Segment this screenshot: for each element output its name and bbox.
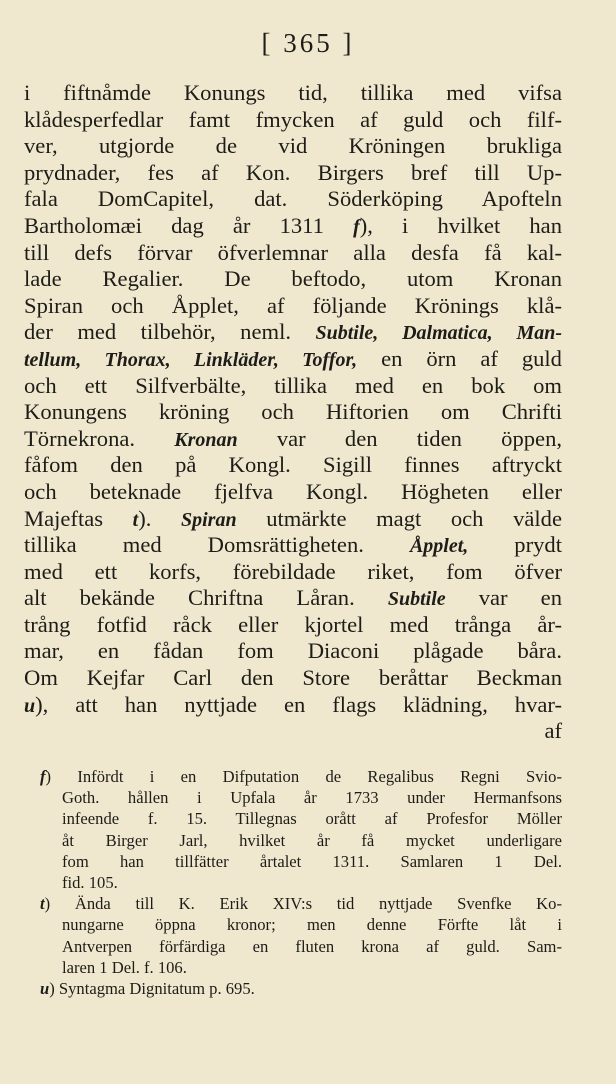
footnotes xyxy=(40,766,562,999)
italic-text: Subtile, Dalmatica, Man- xyxy=(315,322,563,345)
page-number: [ 365 ] xyxy=(261,28,355,58)
text-segment: prydt xyxy=(468,532,563,558)
italic-text: t xyxy=(132,508,139,531)
footnote-line xyxy=(40,766,562,787)
text-segment: mar, en fådan fom Diaconi plågade båra. xyxy=(24,638,562,664)
text-segment: fid. 105. xyxy=(62,872,118,892)
text-line xyxy=(24,426,562,453)
text-segment: till defs förvar öfverlemnar alla desfa få kal- xyxy=(24,239,562,265)
italic-text: u xyxy=(24,694,36,717)
text-segment: Goth. hållen i Upfala år 1733 under Hermanfsons xyxy=(62,788,562,808)
catchword: af xyxy=(544,718,562,744)
text-segment: ver, utgjorde de vid Kröningen brukliga xyxy=(24,133,562,159)
text-line xyxy=(24,133,562,160)
text-segment: ) Syntagma Dignitatum p. 695. xyxy=(49,978,255,998)
text-segment: infeende f. 15. Tillegnas orått af Profesfor Möller xyxy=(62,809,562,829)
footnote-line xyxy=(40,893,562,914)
text-line xyxy=(24,107,562,134)
text-line xyxy=(24,160,562,187)
text-segment: med ett korfs, förebildade riket, fom öfver xyxy=(24,558,562,584)
italic-text: t xyxy=(40,894,45,914)
text-segment: klådesperfedlar famt fmycken af guld och filf- xyxy=(24,106,562,132)
footnote-line xyxy=(40,978,562,999)
text-line xyxy=(24,532,562,559)
text-line xyxy=(24,692,562,719)
text-segment: och beteknade fjelfva Kongl. Högheten eller xyxy=(24,478,562,504)
text-segment: Spiran och Åpplet, af följande Krönings klå- xyxy=(24,292,562,318)
text-segment: fom han tillfätter årtalet 1311. Samlaren 1 Del. xyxy=(62,851,562,871)
text-segment: en örn af guld xyxy=(357,345,562,371)
text-segment: ) Ända till K. Erik XIV:s tid nyttjade Svenfke Ko- xyxy=(44,894,562,914)
text-line xyxy=(24,319,562,346)
text-segment: ) Infördt i en Difputation de Regalibus Regni Svio- xyxy=(45,767,562,786)
text-segment: ), i hvilket han xyxy=(359,212,562,238)
text-line xyxy=(24,585,562,612)
text-segment: nungarne öppna kronor; men denne Förfte låt i xyxy=(62,915,562,935)
text-segment: var en xyxy=(445,585,562,611)
text-segment: och ett Silfverbälte, tillika med en bok om xyxy=(24,372,562,398)
italic-text: f xyxy=(353,215,360,238)
main-text xyxy=(24,80,562,745)
text-segment: fåfom den på Kongl. Sigill finnes aftryckt xyxy=(24,452,562,478)
italic-text: Subtile xyxy=(387,588,446,611)
text-line xyxy=(24,638,562,665)
footnote-line xyxy=(40,851,562,872)
text-segment: Törnekrona. xyxy=(24,425,175,451)
text-segment: åt Birger Jarl, hvilket år få mycket underligare xyxy=(62,830,562,850)
text-line xyxy=(24,213,562,240)
text-line xyxy=(24,373,562,400)
text-segment: i fiftnåmde Konungs tid, tillika med vifsa xyxy=(24,80,562,105)
text-line xyxy=(24,452,562,479)
text-line xyxy=(24,665,562,692)
text-segment: var den tiden öppen, xyxy=(237,425,563,451)
text-segment: Antverpen förfärdiga en fluten krona af guld. Sam- xyxy=(62,936,562,956)
text-segment: ), att han nyttjade en flags klädning, hvar- xyxy=(35,691,562,717)
text-line xyxy=(24,399,562,426)
footnote-line xyxy=(40,957,562,978)
text-segment: Om Kejfar Carl den Store beråttar Beckman xyxy=(24,665,562,691)
text-segment: Bartholomæi dag år 1311 xyxy=(24,212,354,238)
text-segment: laren 1 Del. f. 106. xyxy=(62,957,187,977)
text-line xyxy=(24,266,562,293)
text-segment: ). xyxy=(138,505,181,531)
text-segment: lade Regalier. De beftodo, utom Kronan xyxy=(24,266,562,292)
text-segment: tillika med Domsrättigheten. xyxy=(24,532,410,558)
text-segment: trång fotfid råck eller kjortel med trånga år- xyxy=(24,611,562,637)
italic-text: u xyxy=(40,978,50,998)
text-segment: Konungens kröning och Hiftorien om Chrifti xyxy=(24,399,562,425)
text-segment: der med tilbehör, neml. xyxy=(24,319,316,345)
text-segment: Majeftas xyxy=(24,505,133,531)
italic-text: Kronan xyxy=(174,428,238,451)
text-line xyxy=(24,186,562,213)
text-line xyxy=(24,80,562,107)
text-line xyxy=(24,346,562,373)
text-segment: utmärkte magt och välde xyxy=(236,505,563,531)
text-line xyxy=(24,506,562,533)
italic-text: Åpplet, xyxy=(409,535,469,558)
footnote-line xyxy=(40,808,562,829)
footnote-line xyxy=(40,936,562,957)
italic-text: tellum, Thorax, Linkläder, Toffor, xyxy=(24,348,358,371)
text-line xyxy=(24,479,562,506)
footnote-line xyxy=(40,914,562,935)
text-line xyxy=(24,559,562,586)
footnote-line xyxy=(40,872,562,893)
text-segment: prydnader, fes af Kon. Birgers bref till Up- xyxy=(24,159,562,185)
text-segment: alt bekände Chriftna Låran. xyxy=(24,585,388,611)
text-line xyxy=(24,293,562,320)
text-segment: fala DomCapitel, dat. Söderköping Apofteln xyxy=(24,186,562,212)
text-line xyxy=(24,240,562,267)
italic-text: f xyxy=(40,767,46,786)
footnote-line xyxy=(40,787,562,808)
footnote-line xyxy=(40,830,562,851)
text-line xyxy=(24,612,562,639)
italic-text: Spiran xyxy=(181,508,237,531)
